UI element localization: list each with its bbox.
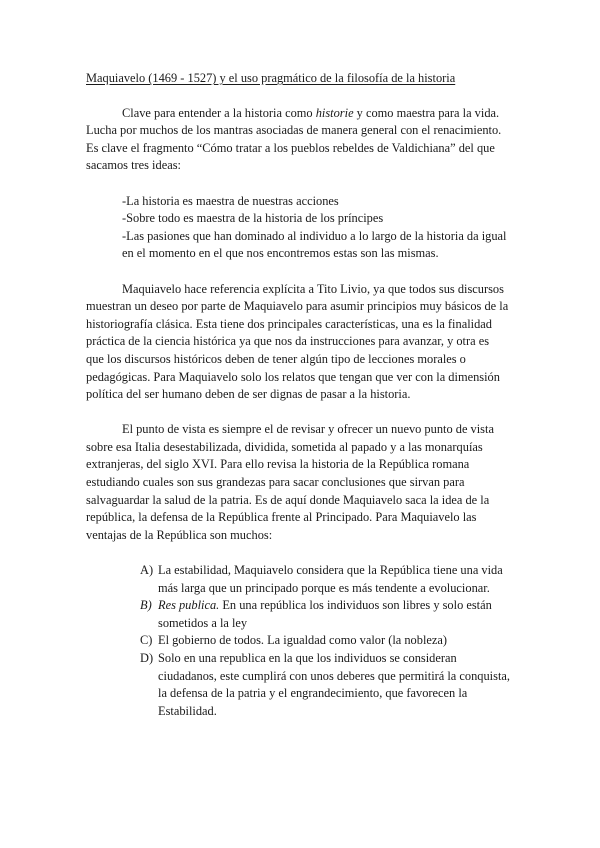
advantage-marker: A) [140,563,154,578]
idea-item: -Sobre todo es maestra de la historia de los príncipes [122,211,384,226]
advantage-item [140,632,510,650]
advantage-text [158,650,510,720]
advantage-item [140,562,510,597]
document-title: Maquiavelo (1469 - 1527) y el uso pragmático de la filosofía de la historia [86,71,456,85]
advantage-item [140,650,510,720]
advantage-body: En una república los individuos son libres y solo están sometidos a la ley [158,598,492,630]
advantage-marker: B) [140,598,152,613]
advantage-item [140,597,510,632]
intro-text-before: Clave para entender a la historia como [122,105,316,120]
advantage-text [158,632,510,650]
republic-paragraph: El punto de vista es siempre el de revisar y ofrecer un nuevo punto de vista sobre esa Italia desestabilizada, dividida, sometida al papado y a las monarquías extranjeras, del siglo XVI. Para ello revisa la historia de la República romana estudiando cuales son sus grandezas para sacar conclusiones que sirvan para salvaguardar la salud de la patria. Es de aquí donde Maquiavelo saca la idea de la república, la defensa de la República frente al Principado. Para Maquiavelo las ventajas de la República son muchos: [86,422,494,542]
idea-item: -La historia es maestra de nuestras acciones [122,193,339,208]
advantage-body: El gobierno de todos. La igualdad como valor (la nobleza) [158,633,448,648]
advantage-body: Solo en una republica en la que los individuos se consideran ciudadanos, este cumplirá con unos deberes que permitirá la conquista, la defensa de la patria y el engrandecimiento, que favorecen la Estabilidad. [158,651,510,718]
advantage-text [158,597,510,632]
intro-text-after: y como maestra para la vida. Lucha por muchos de los mantras asociadas de manera general con el renacimiento. Es clave el fragmento “Cómo tratar a los pueblos rebeldes de Valdichiana” del que sacamos tres ideas: [86,105,502,173]
ideas-list [86,193,510,263]
advantage-text [158,562,510,597]
advantage-emphasis: Res publica. [158,598,220,613]
advantage-body: La estabilidad, Maquiavelo considera que la República tiene una vida más larga que un principado porque es más tendente a evolucionar. [158,563,503,595]
intro-emphasis: historie [315,105,354,120]
advantage-marker: D) [140,651,154,665]
advantage-marker: C) [140,633,153,648]
tito-livio-paragraph: Maquiavelo hace referencia explícita a Tito Livio, ya que todos sus discursos muestran un deseo por parte de Maquiavelo para asumir principios muy básicos de la historiografía clásica. Esta tiene dos principales características, una es la finalidad práctica de la ciencia histórica ya que nos da instrucciones para avanzar, y otra es que los discursos históricos deben de tener algún tipo de lecciones morales o pedagógicas. Para Maquiavelo solo los relatos que tengan que ver con la dimensión política del ser humano deben de ser dignas de pasar a la historia. [86,281,509,402]
advantages-list [86,562,510,720]
intro-paragraph [86,105,510,175]
idea-item: -Las pasiones que han dominado al individuo a lo largo de la historia da igual en el momento en el que nos encontremos estas son las mismas. [122,228,507,261]
